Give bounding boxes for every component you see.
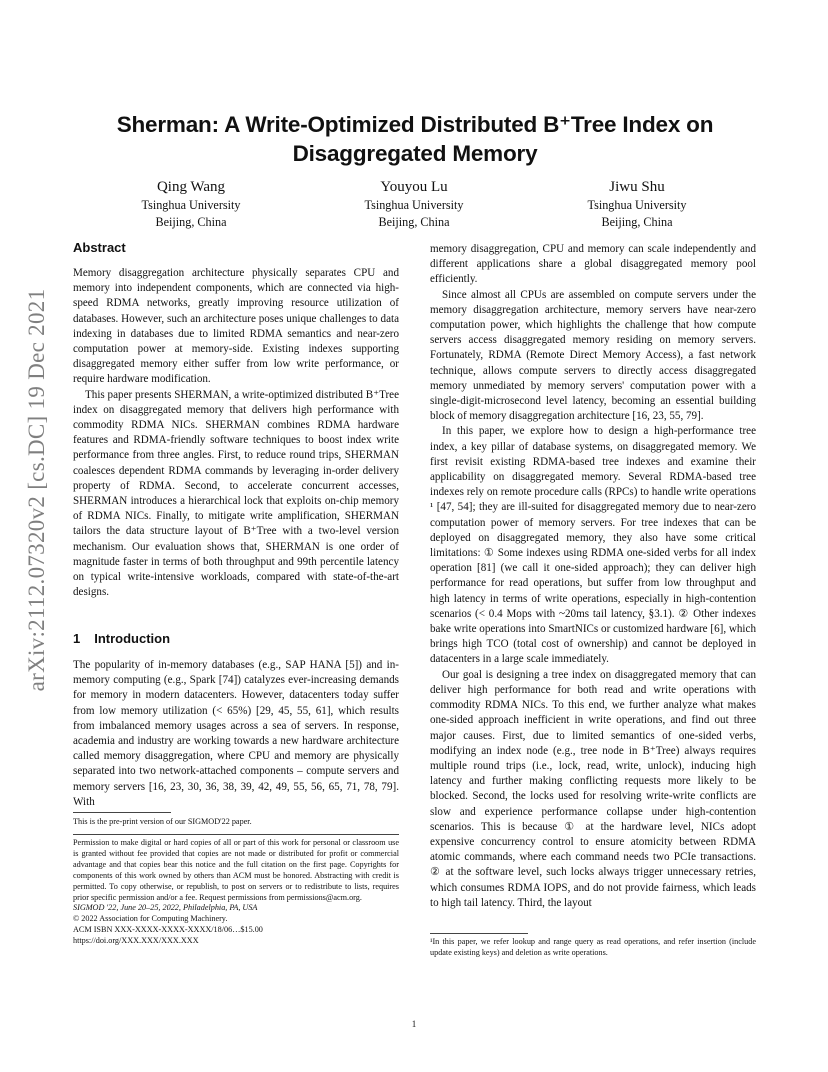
body-paragraph: Since almost all CPUs are assembled on compute servers under the memory disaggregation architecture, memory servers have near-zero computation power, which highlights the challenge that how compute servers access disaggregated memory residing on memory servers. Fortunately, RDMA (Remote Direct Memory Access), a fast network technique, allows compute servers to directly access disaggregated memory unmediated by memory servers' computation power with a single-digit-microsecond level latency, becoming an essential building block of memory disaggregation architecture [16, 23, 55, 79]. <box>430 288 756 423</box>
isbn-line: ACM ISBN XXX-XXXX-XXXX-XXXX/18/06…$15.00 <box>73 925 263 935</box>
footnote-rule <box>73 812 171 813</box>
permission-rule <box>73 834 399 835</box>
section-heading-introduction <box>73 631 184 646</box>
conference-venue: SIGMOD '22, June 20–25, 2022, Philadelphia, PA, USA <box>73 903 258 913</box>
author-location: Beijing, China <box>601 214 673 229</box>
arxiv-identifier: arXiv:2112.07320v2 [cs.DC] 19 Dec 2021 <box>24 288 49 692</box>
permission-text: Permission to make digital or hard copies of all or part of this work for personal or classroom use is granted without fee provided that copies are not made or distributed for profit or commercial advantage and that copies bear this notice and the full citation on the first page. Copyrights for components of this work owned by others than ACM must be honored. Abstracting with credit is permitted. To copy otherwise, or republish, to post on servers or to redistribute to lists, requires prior specific permission and/or a fee. Request permissions from permissions@acm.org. <box>73 838 399 902</box>
author-name: Youyou Lu <box>380 179 448 195</box>
abstract-body <box>73 266 399 600</box>
body-paragraph: In this paper, we explore how to design a high-performance tree index, a key pillar of database systems, on disaggregated memory. We first revisit existing RDMA-based tree indexes and examine their applicability on disaggregated memory. Several RDMA-based tree indexes rely on remote procedure calls (RPCs) to handle write operations ¹ [47, 54]; they are ill-suited for disaggregated memory due to near-zero computation power of memory servers. For tree indexes that can be deployed on disaggregated memory, they also have some critical limitations: ① Some indexes using RDMA one-sided verbs for all index operation [81] (we call it one-sided approach); they can deliver high performance for read operations, but suffer from low throughput and high latency in terms of write operations, especially in high-contention scenarios (< 0.4 Mops with ~20ms tail latency, §3.1). ② Other indexes bake write operations into SmartNICs or customized hardware [6], which brings high TCO (total cost of ownership) and cannot be deployed in datacenters in a large scale immediately. <box>430 425 756 666</box>
author-block-1 <box>71 178 311 230</box>
preprint-note: This is the pre-print version of our SIGMOD'22 paper. <box>73 817 252 826</box>
author-block-3 <box>517 178 757 230</box>
introduction-body <box>73 658 399 810</box>
introduction-paragraph: The popularity of in-memory databases (e.g., SAP HANA [5]) and in-memory computing (e.g., Spark [74]) catalyzes ever-increasing demands for memory in modern datacenters. However, datacenters today suffer from low memory utilization (< 65%) [29, 45, 55, 61], which results from imbalanced memory usages across a sea of servers. In response, academia and industry are working towards a new hardware architecture called memory disaggregation, where CPU and memory are physically separated into two network-attached components – compute servers and memory servers [16, 23, 30, 36, 38, 39, 42, 49, 55, 56, 65, 71, 78, 79]. With <box>73 659 399 808</box>
page-number: 1 <box>411 1019 417 1029</box>
body-paragraph: memory disaggregation, CPU and memory can scale independently and different applications share a global disaggregated memory pool efficiently. <box>430 243 756 286</box>
copyright-line: © 2022 Association for Computing Machinery. <box>73 914 228 924</box>
section-number: 1 <box>73 631 81 646</box>
doi-link[interactable]: https://doi.org/XXX.XXX/XXX.XXX <box>73 936 199 946</box>
abstract-paragraph: Memory disaggregation architecture physically separates CPU and memory into independent components, which are connected via high-speed RDMA networks, greatly improving resource utilization of databases. However, such an architecture poses unique challenges to data indexing in databases due to limited RDMA semantics and near-zero computation power at memory-side. Existing indexes supporting disaggregated memory either suffer from low write performance, or require hardware modification. <box>73 267 399 386</box>
title-line-2: Disaggregated Memory <box>292 141 538 166</box>
permission-block <box>73 838 399 947</box>
author-block-2 <box>294 178 534 230</box>
abstract-paragraph: This paper presents SHERMAN, a write-optimized distributed B⁺Tree index on disaggregated memory that delivers high performance with commodity RDMA NICs. SHERMAN combines RDMA hardware features and RDMA-friendly software techniques to boost index write performance from three angles. First, to reduce round trips, SHERMAN coalesces dependent RDMA commands by leveraging in-order delivery property of RDMA. Second, to accelerate concurrent accesses, SHERMAN introduces a hierarchical lock that exploits on-chip memory of RDMA NICs. Finally, to mitigate write amplification, SHERMAN tailors the data structure layout of B⁺Tree with a two-level version mechanism. Our evaluation shows that, SHERMAN is one order of magnitude faster in terms of both throughput and 99th percentile latency on typical write-intensive workloads, compared with state-of-the-art designs. <box>73 388 399 599</box>
right-footnote-rule <box>430 933 528 934</box>
right-column-body <box>430 242 756 911</box>
paper-title <box>70 110 760 168</box>
author-affiliation: Tsinghua University <box>141 198 241 212</box>
arxiv-sidebar <box>14 220 60 760</box>
author-location: Beijing, China <box>155 214 227 229</box>
title-line-1: Sherman: A Write-Optimized Distributed B⁺Tree Index on <box>116 112 714 137</box>
body-paragraph: Our goal is designing a tree index on disaggregated memory that can deliver high performance for both read and write operations with commodity RDMA NICs. To this end, we further analyze what makes one-sided approach inefficient in write operations, and find out three major causes. First, due to limited semantics of one-sided verbs, modifying an index node (e.g., tree node in B⁺Tree) always requires multiple round trips (i.e., lock, read, write, unlock), inducing high latency and further making conflicting requests more likely to be blocked. Second, the locks used for resolving write-write conflicts are slow and experience performance collapse under high-contention scenarios. This is because ① at the hardware level, NICs adopt expensive concurrency control to ensure atomicity between RDMA atomic commands, where each command needs two PCIe transactions. ② at the software level, such locks always trigger unnecessary retries, which consumes RDMA IOPS, and do not provide fairness, which leads to high tail latency. Third, the layout <box>430 668 756 909</box>
author-affiliation: Tsinghua University <box>587 198 687 212</box>
abstract-heading: Abstract <box>73 240 126 255</box>
author-location: Beijing, China <box>378 214 450 229</box>
author-affiliation: Tsinghua University <box>364 198 464 212</box>
section-title: Introduction <box>94 631 171 646</box>
author-name: Qing Wang <box>156 179 226 195</box>
author-name: Jiwu Shu <box>609 179 665 195</box>
footnote-text: ¹In this paper, we refer lookup and range query as read operations, and refer insertion (include update existing keys) and deletion as write operations. <box>430 937 756 957</box>
